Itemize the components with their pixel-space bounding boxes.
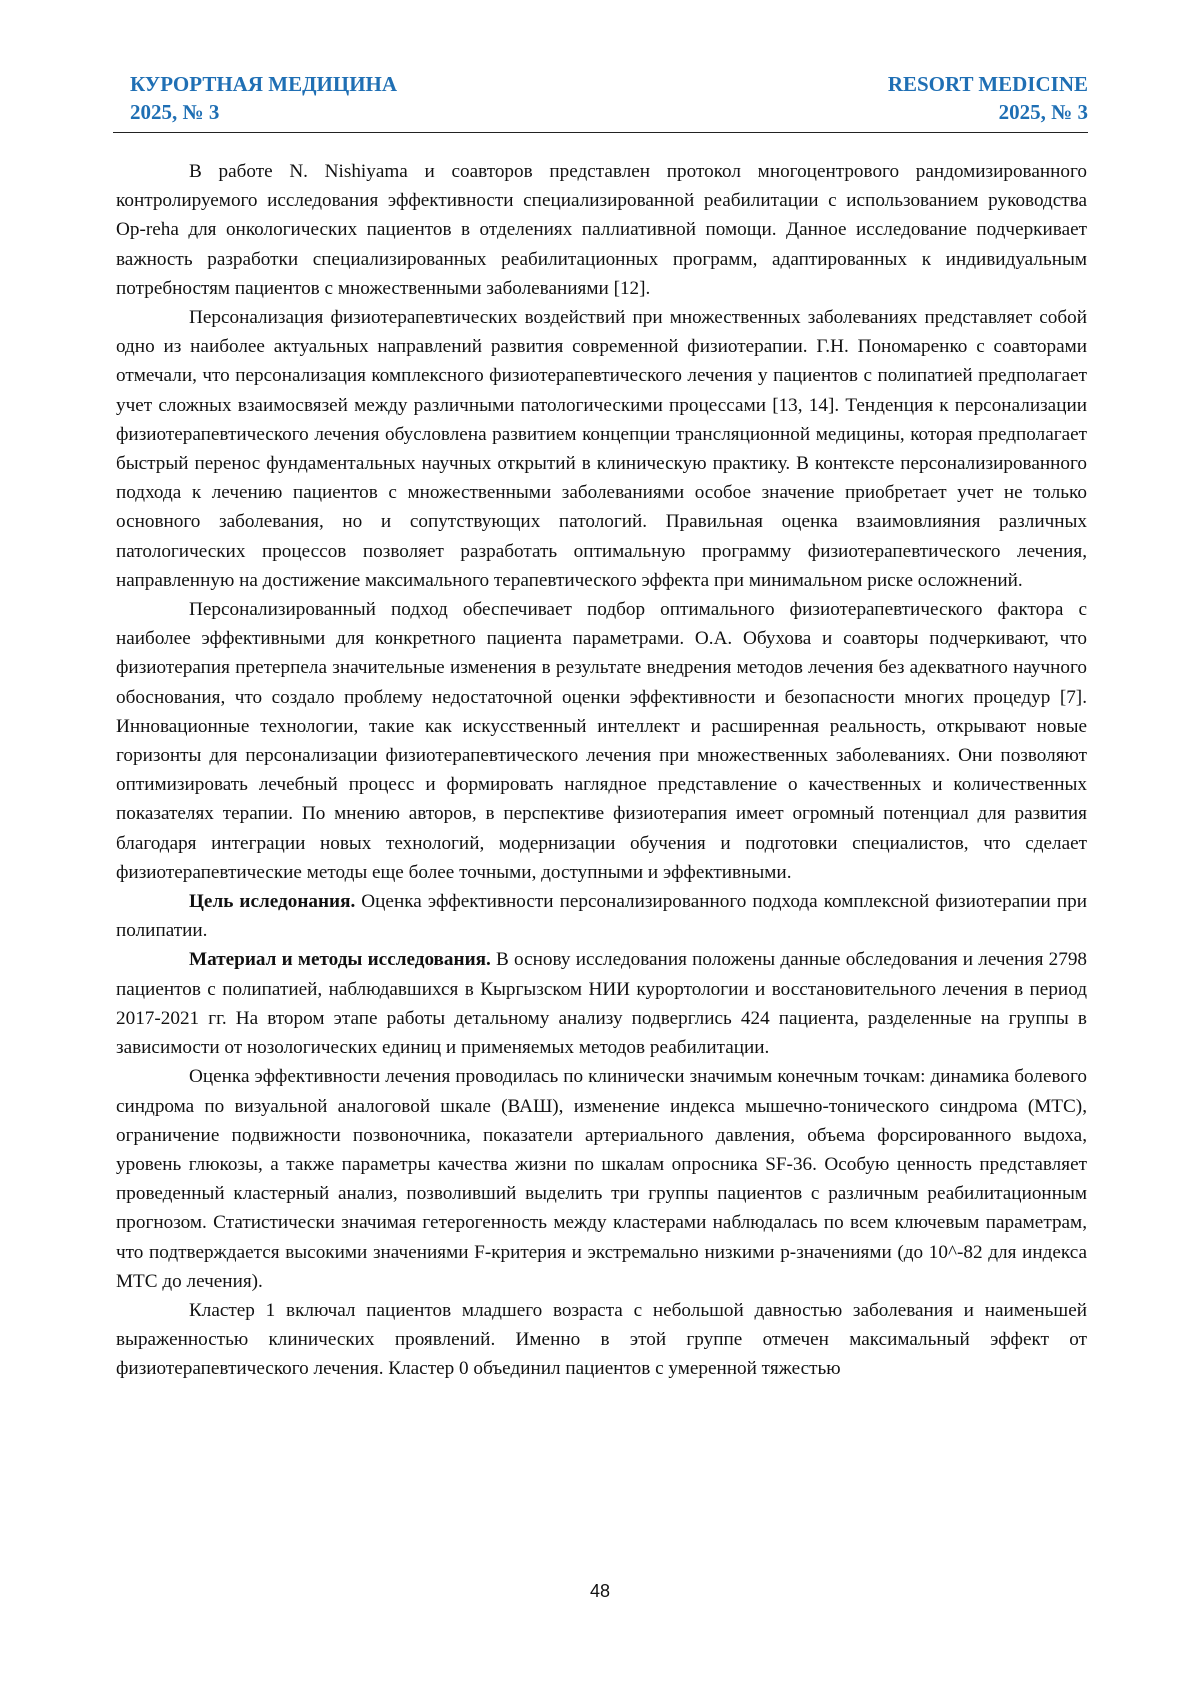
paragraph-text: Кластер 1 включал пациентов младшего возраста с небольшой давностью заболевания и наименьшей выраженностью клинических проявлений. Именно в этой группе отмечен максимальный эффект от физиотерапевтического лечения. Кластер 0 объединил пациентов с умеренной тяжестью <box>116 1300 1087 1379</box>
paragraph-text: Персонализация физиотерапевтических воздействий при множественных заболеваниях представляет собой одно из наиболее актуальных направлений развития современной физиотерапии. Г.Н. Пономаренко с соавторами отмечали, что персонализация комплексного физиотерапевтического лечения у пациентов с полипатией предполагает учет сложных взаимосвязей между различными патологическими процессами [13, 14]. Тенденция к персонализации физиотерапевтического лечения обусловлена развитием концепции трансляционной медицины, которая предполагает быстрый перенос фундаментальных научных открытий в клиническую практику. В контексте персонализированного подхода к лечению пациентов с множественными заболеваниями особое значение приобретает учет не только основного заболевания, но и сопутствующих патологий. Правильная оценка взаимовлияния различных патологических процессов позволяет разработать оптимальную программу физиотерапевтического лечения, направленную на достижение максимального терапевтического эффекта при минимальном риске осложнений. <box>116 307 1087 591</box>
section-lead: Материал и методы исследования. <box>189 949 491 970</box>
journal-title-en <box>888 70 1088 126</box>
paragraph <box>116 595 1087 887</box>
journal-title-ru <box>130 70 397 126</box>
journal-name-ru: КУРОРТНАЯ МЕДИЦИНА <box>130 70 397 98</box>
section-lead: Цель иследонания. <box>189 891 355 912</box>
paragraph-text: Персонализированный подход обеспечивает подбор оптимального физиотерапевтического фактора с наиболее эффективными для конкретного пациента параметрами. О.А. Обухова и соавторы подчеркивают, что физиотерапия претерпела значительные изменения в результате внедрения методов лечения без адекватного научного обоснования, что создало проблему недостаточной оценки эффективности и безопасности многих процедур [7]. Инновационные технологии, такие как искусственный интеллект и расширенная реальность, открывают новые горизонты для персонализации физиотерапевтического лечения при множественных заболеваниях. Они позволяют оптимизировать лечебный процесс и формировать наглядное представление о качественных и количественных показателях терапии. По мнению авторов, в перспективе физиотерапия имеет огромный потенциал для развития благодаря интеграции новых технологий, модернизации обучения и подготовки специалистов, что сделает физиотерапевтические методы еще более точными, доступными и эффективными. <box>116 599 1087 883</box>
issue-ru: 2025, № 3 <box>130 98 397 126</box>
issue-en: 2025, № 3 <box>888 98 1088 126</box>
article-body <box>116 157 1087 1384</box>
paragraph <box>116 303 1087 595</box>
paragraph <box>116 1062 1087 1296</box>
journal-name-en: RESORT MEDICINE <box>888 70 1088 98</box>
paragraph <box>116 157 1087 303</box>
paragraph <box>116 1296 1087 1384</box>
running-header <box>113 70 1088 133</box>
paragraph-methods <box>116 945 1087 1062</box>
paragraph-text: В основу исследования положены данные обследования и лечения 2798 пациентов с полипатией, наблюдавшихся в Кыргызском НИИ курортологии и восстановительного лечения в период 2017-2021 гг. На втором этапе работы детальному анализу подверглись 424 пациента, разделенные на группы в зависимости от нозологических единиц и применяемых методов реабилитации. <box>116 949 1087 1058</box>
page-number: 48 <box>0 1581 1200 1602</box>
paragraph-text: Оценка эффективности лечения проводилась по клинически значимым конечным точкам: динамика болевого синдрома по визуальной аналоговой шкале (ВАШ), изменение индекса мышечно-тонического синдрома (МТС), ограничение подвижности позвоночника, показатели артериального давления, объема форсированного выдоха, уровень глюкозы, а также параметры качества жизни по шкалам опросника SF-36. Особую ценность представляет проведенный кластерный анализ, позволивший выделить три группы пациентов с различным реабилитационным прогнозом. Статистически значимая гетерогенность между кластерами наблюдалась по всем ключевым параметрам, что подтверждается высокими значениями F-критерия и экстремально низкими p-значениями (до 10^-82 для индекса МТС до лечения). <box>116 1066 1087 1291</box>
paragraph-aim <box>116 887 1087 945</box>
paragraph-text: В работе N. Nishiyama и соавторов представлен протокол многоцентрового рандомизированного контролируемого исследования эффективности специализированной реабилитации с использованием руководства Op-reha для онкологических пациентов в отделениях паллиативной помощи. Данное исследование подчеркивает важность разработки специализированных реабилитационных программ, адаптированных к индивидуальным потребностям пациентов с множественными заболеваниями [12]. <box>116 161 1087 299</box>
paragraph-text: Оценка эффективности персонализированного подхода комплексной физиотерапии при полипатии. <box>116 891 1087 941</box>
